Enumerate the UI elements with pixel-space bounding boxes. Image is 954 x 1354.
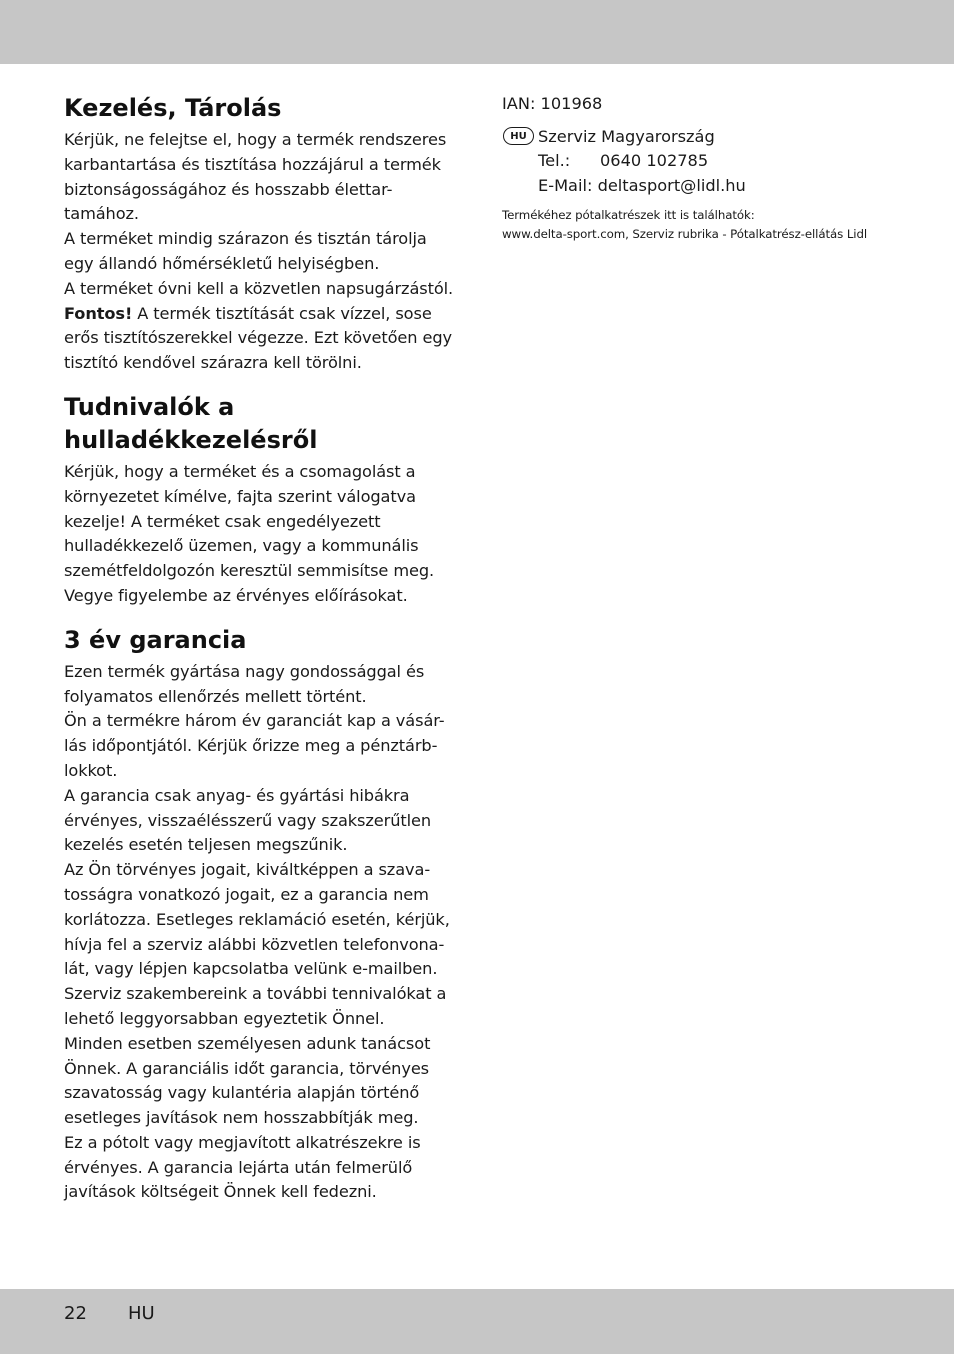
spare-parts-line-1: Termékéhez pótalkatrészek itt is találhatók: [502, 208, 755, 222]
heading-garancia: 3 év garancia [64, 625, 247, 654]
email-label: E-Mail: [538, 175, 593, 195]
service-email [538, 174, 922, 199]
service-tel [538, 149, 922, 174]
heading-hulladekkezeles: Tudnivalók a hulladékkezelésről [64, 392, 318, 454]
tel-label: Tel.: [538, 151, 571, 170]
garancia-paragraph: Ezen termék gyártása nagy gondossággal és folyamatos ellenőrzés mellett történt. Ön a termékre három év garanciát kap a vásár- lás időpontjától. Kérjük őrizze meg a pénztárb- lokkot. A garancia csak anyag- és gyártási hibákra érvényes, visszaélésszerű vagy szakszerűtlen kezelés esetén teljesen megszűnik. Az Ön törvényes jogait, kiváltképpen a szava- tosságra vonatkozó jogait, ez a garancia nem korlátozza. Esetleges reklamáció esetén, kérjük, hívja fel a szerviz alábbi közvetlen telefonvona- lát, vagy lépjen kapcsolatba velünk e-mailben. Szerviz szakembereink a további tennivalókat a lehető leggyorsabban egyeztetik Önnel. Minden esetben személyesen adunk tanácsot Önnek. A garanciális időt garancia, törvényes szavatosság vagy kulantéria alapján történő esetleges javítások nem hosszabbítják meg. Ez a pótolt vagy megjavított alkatrészekre is érvényes. A garancia lejárta után felmerülő javítások költségeit Önnek kell fedezni. [64, 661, 450, 1202]
kezeles-text: Kérjük, ne felejtse el, hogy a termék rendszeres karbantartása és tisztítása hozzájárul a termék biztonságosságához és hosszabb élettar- tamához. A terméket mindig szárazon és tisztán tárolja egy állandó hőmérsékletű helyiségben. A terméket óvni kell a közvetlen napsugárzástól. [64, 130, 454, 298]
hulladekkezeles-paragraph: Kérjük, hogy a terméket és a csomagolást a környezetet kímélve, fajta szerint válogatva kezelje! A terméket csak engedélyezett hulladékkezelő üzemen, vagy a kommunális szemétfeldolgozón keresztül semmisítse meg. Vegye figyelembe az érvényes előírásokat. [64, 461, 435, 605]
tel-value: 0640 102785 [600, 151, 709, 170]
page-number: 22 [64, 1303, 87, 1324]
email-value: deltasport@lidl.hu [597, 175, 746, 195]
service-block [502, 125, 922, 199]
important-text: A termék tisztítását csak vízzel, sose erős tisztítószerekkel végezze. Ezt követően egy tisztító kendővel szárazra kell törölni. [64, 303, 452, 373]
important-label: Fontos! [64, 303, 133, 323]
page-language: HU [128, 1303, 155, 1324]
heading-kezeles-tarolas: Kezelés, Tárolás [64, 94, 282, 122]
country-badge-icon: HU [503, 127, 534, 145]
header-bar [0, 0, 954, 64]
ian-number: IAN: 101968 [502, 94, 603, 113]
spare-parts-line-2: www.delta-sport.com, Szerviz rubrika - Pótalkatrész-ellátás Lidl [502, 227, 868, 241]
left-column [64, 92, 464, 1205]
service-info [502, 92, 922, 244]
spare-parts-note [502, 206, 922, 244]
kezeles-paragraph [64, 128, 464, 376]
service-name: Szerviz Magyarország [538, 126, 715, 146]
